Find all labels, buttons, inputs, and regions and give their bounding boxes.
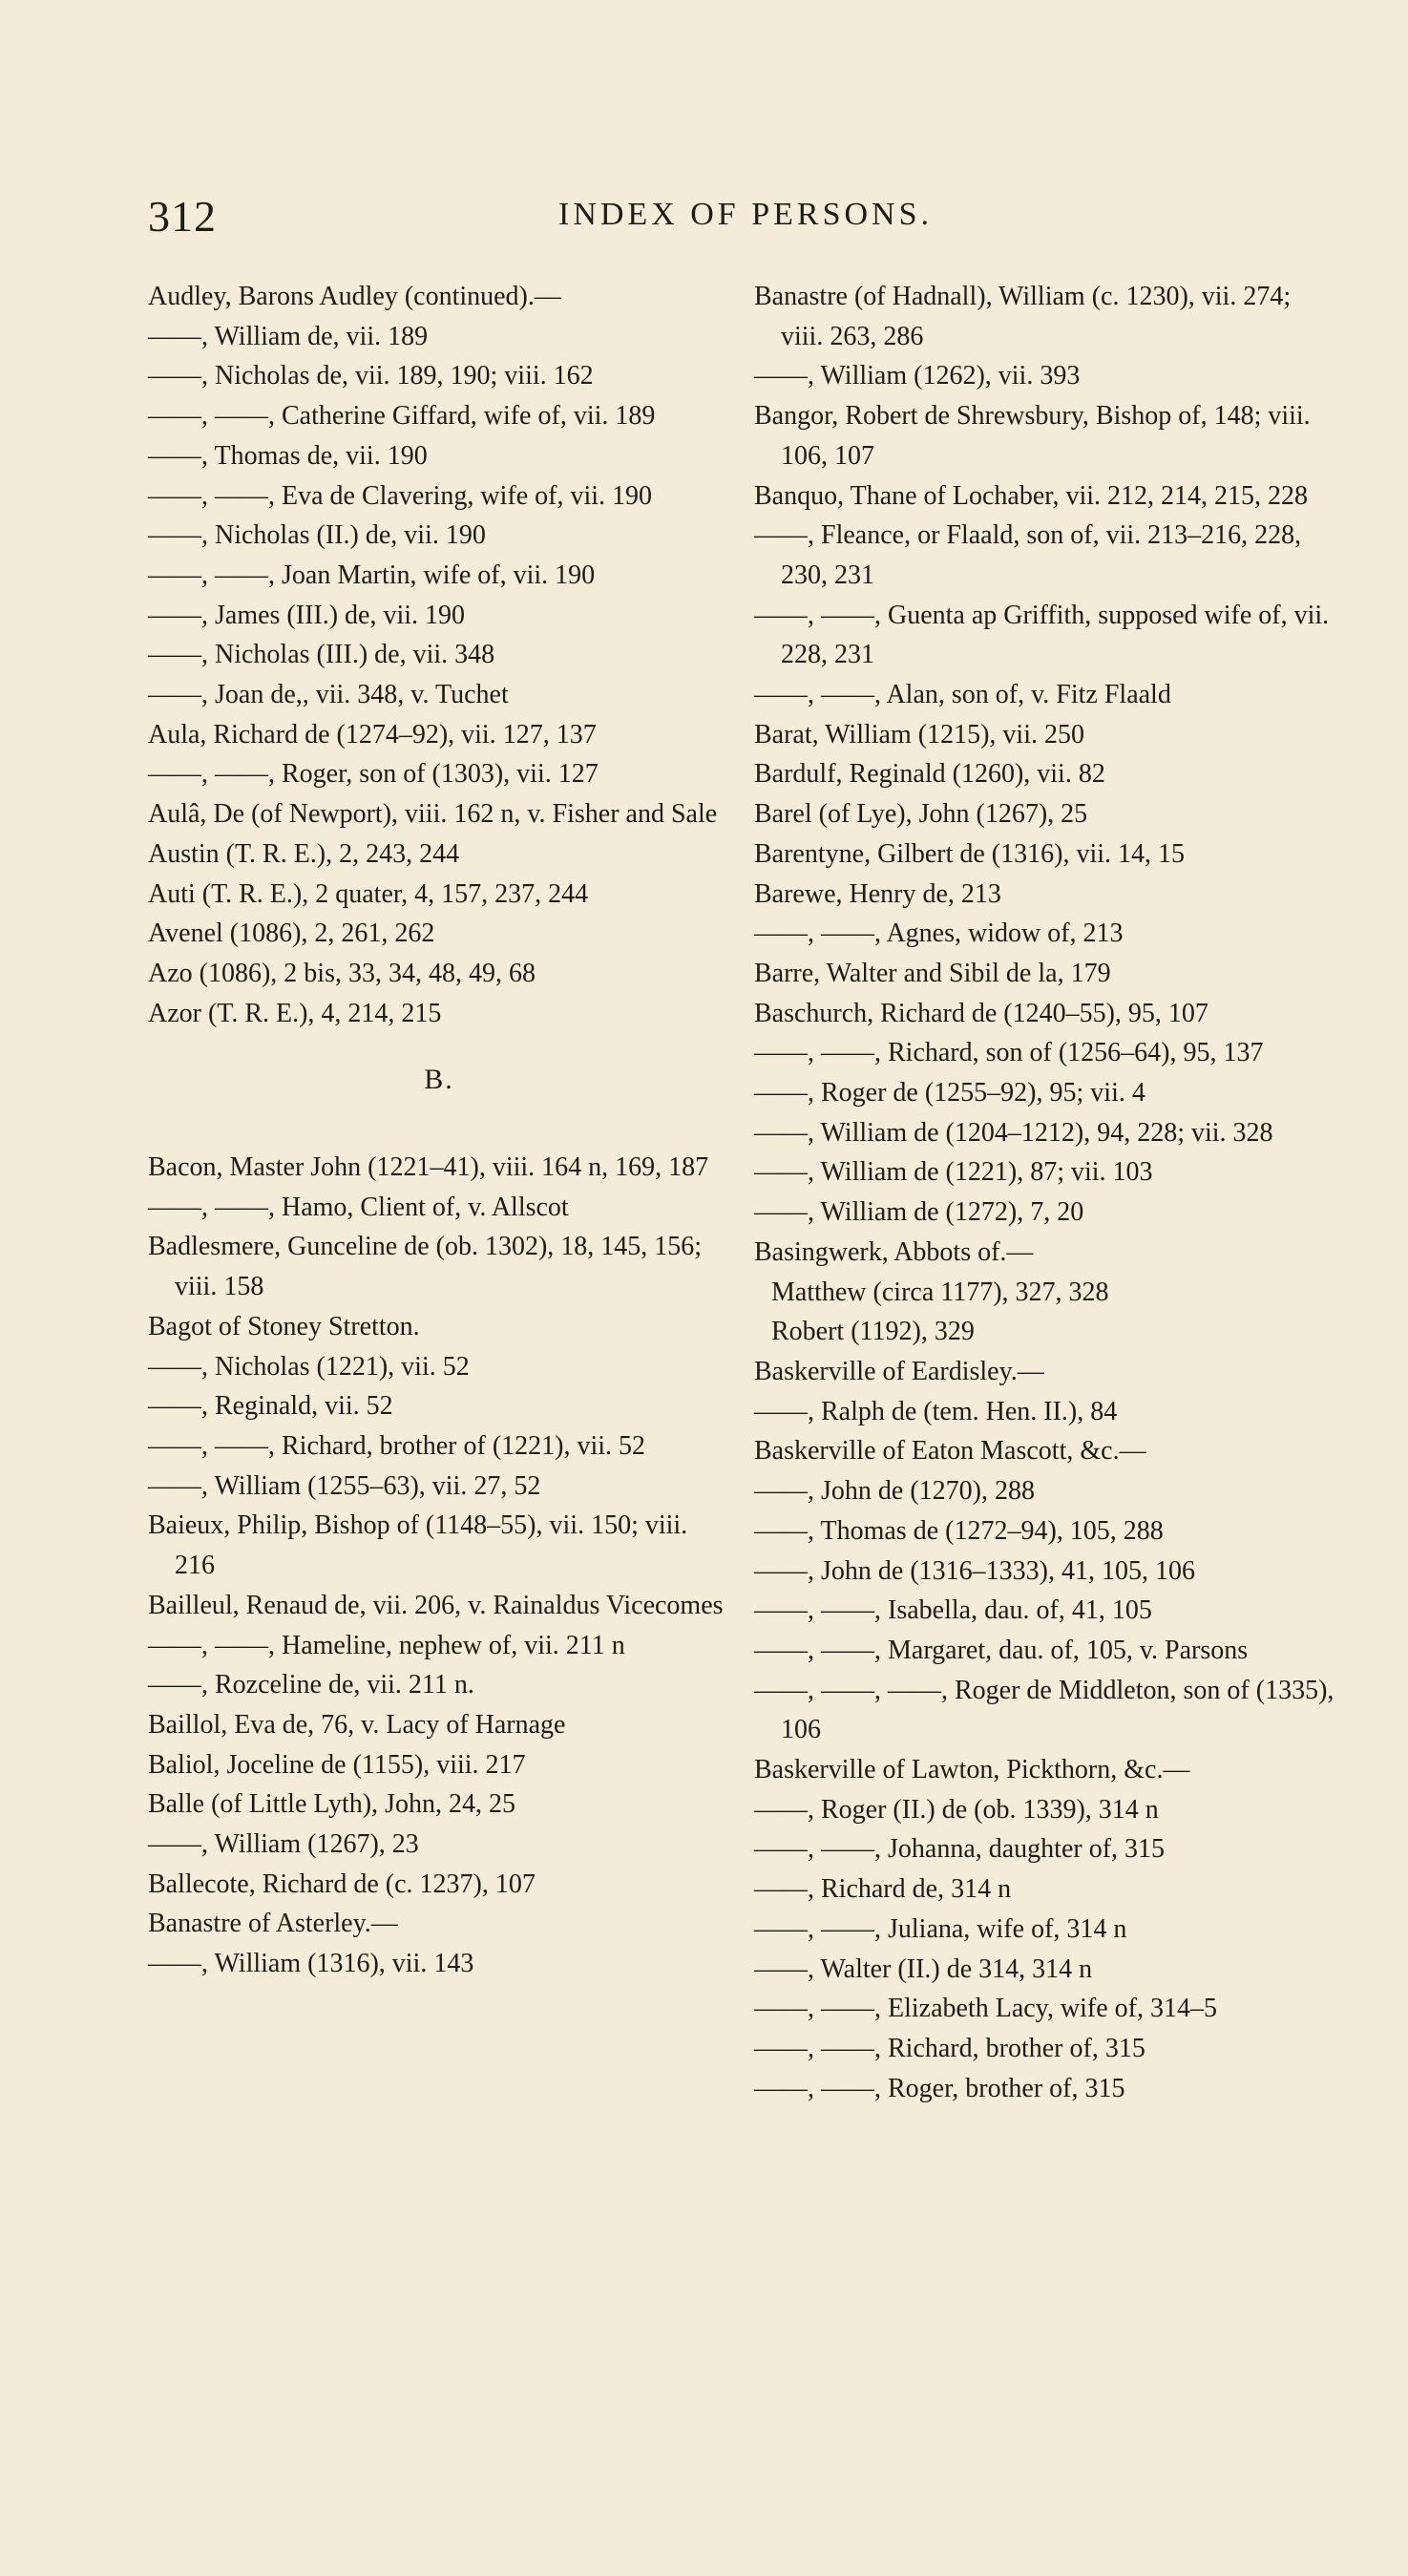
running-title: INDEX OF PERSONS.	[558, 197, 933, 232]
index-entry: ——, William (1316), vii. 143	[148, 1949, 474, 1979]
index-entry: Badlesmere, Gunceline de (ob. 1302), 18, 145, 156; viii. 158	[148, 1232, 703, 1302]
index-entry: Bardulf, Reginald (1260), vii. 82	[754, 759, 1105, 790]
index-entry: Banastre of Asterley.—	[148, 1909, 398, 1939]
index-entry: Bailleul, Renaud de, vii. 206, v. Rainaldus Vicecomes	[148, 1590, 724, 1620]
index-entry: Barre, Walter and Sibil de la, 179	[754, 958, 1111, 988]
index-entry: ——, Fleance, or Flaald, son of, vii. 213–216, 228, 230, 231	[754, 520, 1302, 590]
index-entry: ——, Nicholas (III.) de, vii. 348	[148, 640, 495, 670]
index-entry: ——, Ralph de (tem. Hen. II.), 84	[754, 1396, 1118, 1426]
index-entry: ——, William de (1221), 87; vii. 103	[754, 1157, 1153, 1188]
index-entry: ——, ——, Juliana, wife of, 314 n	[754, 1913, 1127, 1944]
index-entry: ——, John de (1316–1333), 41, 105, 106	[754, 1555, 1195, 1586]
index-entry: Banastre (of Hadnall), William (c. 1230), vii. 274; viii. 263, 286	[754, 282, 1292, 351]
index-entries-b	[148, 1148, 730, 1984]
index-entry: Audley, Barons Audley (continued).—	[148, 282, 561, 311]
index-entry: ——, John de (1270), 288	[754, 1476, 1035, 1507]
index-entry: ——, ——, Roger, brother of, 315	[754, 2073, 1125, 2103]
index-entry: ——, ——, Alan, son of, v. Fitz Flaald	[754, 680, 1171, 710]
index-entry: Barentyne, Gilbert de (1316), vii. 14, 15	[754, 838, 1186, 869]
index-entry: ——, Thomas de, vii. 190	[148, 440, 428, 471]
index-entry: ——, Rozceline de, vii. 211 n.	[148, 1670, 474, 1700]
index-entry: ——, James (III.) de, vii. 190	[148, 600, 466, 630]
index-entry: ——, Roger (II.) de (ob. 1339), 314 n	[754, 1794, 1159, 1825]
index-entry: Aula, Richard de (1274–92), vii. 127, 137	[148, 719, 597, 750]
index-entry: ——, William (1255–63), vii. 27, 52	[148, 1470, 541, 1501]
index-entry: Aulâ, De (of Newport), viii. 162 n, v. Fisher and Sale	[148, 799, 718, 830]
index-entry: ——, Walter (II.) de 314, 314 n	[754, 1953, 1093, 1984]
index-entry: ——, ——, Richard, brother of, 315	[754, 2033, 1145, 2063]
index-entry: ——, Nicholas (II.) de, vii. 190	[148, 520, 486, 551]
index-entry: ——, ——, Eva de Clavering, wife of, vii. 190	[148, 480, 653, 511]
index-entry: Baieux, Philip, Bishop of (1148–55), vii. 150; viii. 216	[148, 1510, 688, 1581]
index-entry: ——, ——, Hameline, nephew of, vii. 211 n	[148, 1630, 625, 1660]
index-entry: ——, William (1267), 23	[148, 1829, 419, 1860]
index-entries-a	[148, 277, 730, 1033]
index-entry: ——, Richard de, 314 n	[754, 1874, 1012, 1905]
index-entry: ——, ——, Joan Martin, wife of, vii. 190	[148, 560, 596, 590]
index-entry: ——, William de (1272), 7, 20	[754, 1197, 1084, 1228]
index-entry: Baliol, Joceline de (1155), viii. 217	[148, 1749, 526, 1780]
index-entry: Bagot of Stoney Stretton.	[148, 1311, 420, 1341]
index-entry: Bangor, Robert de Shrewsbury, Bishop of, 148; viii. 106, 107	[754, 401, 1311, 471]
right-column	[754, 277, 1336, 2108]
index-entry: Ballecote, Richard de (c. 1237), 107	[148, 1869, 536, 1899]
index-entry: Robert (1192), 329	[771, 1317, 975, 1347]
index-entry: ——, William de (1204–1212), 94, 228; vii. 328	[754, 1117, 1273, 1148]
index-entry: ——, Joan de,, vii. 348, v. Tuchet	[148, 680, 509, 710]
index-entry: ——, ——, Elizabeth Lacy, wife of, 314–5	[754, 1994, 1217, 2024]
page-number: 312	[148, 192, 217, 241]
index-entries-right	[754, 277, 1336, 2108]
index-entry: ——, ——, Catherine Giffard, wife of, vii. 189	[148, 401, 656, 432]
index-entry: ——, ——, Johanna, daughter of, 315	[754, 1834, 1166, 1865]
index-entry: Baskerville of Eardisley.—	[754, 1356, 1044, 1386]
index-entry: Azor (T. R. E.), 4, 214, 215	[148, 998, 442, 1028]
index-entry: Auti (T. R. E.), 2 quater, 4, 157, 237, 244	[148, 878, 589, 909]
index-entry: ——, ——, Roger, son of (1303), vii. 127	[148, 759, 599, 790]
left-column	[148, 277, 730, 1984]
index-entry: ——, ——, Agnes, widow of, 213	[754, 918, 1124, 949]
index-entry: Baskerville of Eaton Mascott, &c.—	[754, 1436, 1146, 1467]
index-entry: Baschurch, Richard de (1240–55), 95, 107	[754, 998, 1208, 1028]
index-entry: ——, Nicholas de, vii. 189, 190; viii. 162	[148, 361, 594, 391]
index-entry: Matthew (circa 1177), 327, 328	[771, 1277, 1109, 1307]
index-entry: Austin (T. R. E.), 2, 243, 244	[148, 838, 460, 869]
index-entry: ——, Reginald, vii. 52	[148, 1391, 393, 1422]
index-entry: ——, ——, Isabella, dau. of, 41, 105	[754, 1595, 1152, 1626]
index-entry: ——, ——, Hamo, Client of, v. Allscot	[148, 1192, 569, 1222]
index-entry: ——, ——, Guenta ap Griffith, supposed wife of, vii. 228, 231	[754, 600, 1330, 670]
index-entry: ——, ——, ——, Roger de Middleton, son of (1335), 106	[754, 1675, 1334, 1745]
index-entry: ——, William (1262), vii. 393	[754, 361, 1081, 391]
page-header	[148, 191, 1322, 248]
index-entry: Barewe, Henry de, 213	[754, 878, 1001, 909]
index-entry: Barel (of Lye), John (1267), 25	[754, 799, 1088, 830]
index-entry: ——, Thomas de (1272–94), 105, 288	[754, 1515, 1164, 1546]
index-entry: ——, Nicholas (1221), vii. 52	[148, 1351, 470, 1382]
index-entry: Balle (of Little Lyth), John, 24, 25	[148, 1789, 515, 1820]
index-entry: Basingwerk, Abbots of.—	[754, 1236, 1034, 1267]
index-entry: ——, ——, Richard, brother of (1221), vii. 52	[148, 1430, 646, 1461]
index-entry: Baillol, Eva de, 76, v. Lacy of Harnage	[148, 1709, 566, 1740]
index-entry: ——, ——, Richard, son of (1256–64), 95, 137	[754, 1038, 1264, 1068]
index-entry: ——, ——, Margaret, dau. of, 105, v. Parsons	[754, 1635, 1249, 1665]
index-entry: Banquo, Thane of Lochaber, vii. 212, 214, 215, 228	[754, 480, 1309, 511]
index-entry: Baskerville of Lawton, Pickthorn, &c.—	[754, 1755, 1190, 1785]
index-entry: ——, Roger de (1255–92), 95; vii. 4	[754, 1078, 1145, 1109]
index-entry: ——, William de, vii. 189	[148, 321, 429, 351]
index-entry: Barat, William (1215), vii. 250	[754, 719, 1084, 750]
index-entry: Azo (1086), 2 bis, 33, 34, 48, 49, 68	[148, 958, 536, 988]
index-entry: Bacon, Master John (1221–41), viii. 164 n, 169, 187	[148, 1152, 709, 1183]
index-entry: Avenel (1086), 2, 261, 262	[148, 918, 435, 949]
section-heading-b: B.	[424, 1064, 454, 1096]
